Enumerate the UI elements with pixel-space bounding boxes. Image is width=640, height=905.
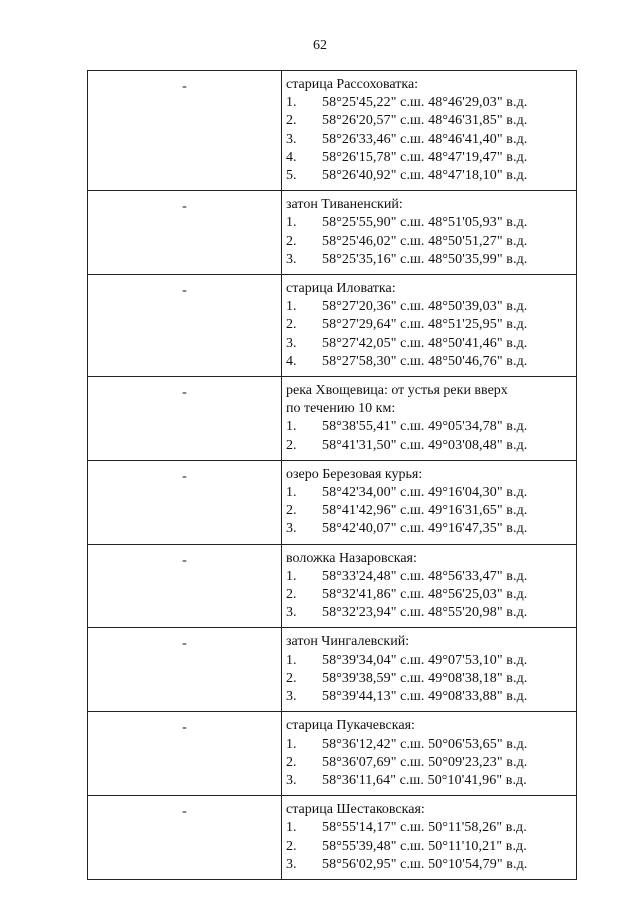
water-body-cell	[282, 191, 577, 274]
coordinate-point	[286, 736, 572, 754]
page-number: 62	[313, 38, 327, 53]
point-number: 1.	[286, 299, 297, 315]
point-coordinates: 58°32'41,86" с.ш. 48°56'25,03" в.д.	[322, 587, 528, 603]
coordinate-point	[286, 604, 572, 622]
coordinate-point	[286, 316, 572, 334]
point-number: 1.	[286, 215, 297, 231]
water-body-cell	[282, 796, 577, 879]
water-body-title: старица Шестаковская:	[286, 802, 425, 818]
coordinate-point	[286, 94, 572, 112]
point-number: 1.	[286, 820, 297, 836]
point-number: 3.	[286, 605, 297, 621]
point-coordinates: 58°25'46,02" с.ш. 48°50'51,27" в.д.	[322, 233, 528, 249]
table-row	[87, 545, 577, 629]
table-row	[87, 796, 577, 880]
point-number: 3.	[286, 856, 297, 872]
table-row	[87, 71, 577, 191]
water-body-title: старица Иловатка:	[286, 281, 396, 297]
coordinate-point	[286, 214, 572, 232]
row-marker: -	[182, 199, 187, 215]
marker-cell	[87, 545, 282, 628]
coordinate-point	[286, 418, 572, 436]
point-coordinates: 58°36'11,64" с.ш. 50°10'41,96" в.д.	[322, 772, 527, 788]
water-body-cell	[282, 461, 577, 544]
point-coordinates: 58°38'55,41" с.ш. 49°05'34,78" в.д.	[322, 419, 528, 435]
water-body-cell	[282, 712, 577, 795]
point-number: 2.	[286, 437, 297, 453]
coordinate-point	[286, 502, 572, 520]
coordinate-point	[286, 772, 572, 790]
coordinate-point	[286, 335, 572, 353]
water-body-title: старица Пукачевская:	[286, 718, 415, 734]
marker-cell	[87, 712, 282, 795]
point-coordinates: 58°26'15,78" с.ш. 48°47'19,47" в.д.	[322, 149, 528, 165]
point-coordinates: 58°39'38,59" с.ш. 49°08'38,18" в.д.	[322, 670, 528, 686]
water-body-title: река Хвощевица: от устья реки вверх	[286, 383, 508, 399]
coordinate-point	[286, 586, 572, 604]
water-body-cell	[282, 545, 577, 628]
point-coordinates: 58°39'34,04" с.ш. 49°07'53,10" в.д.	[322, 652, 528, 668]
coordinate-point	[286, 520, 572, 538]
coordinate-point	[286, 652, 572, 670]
coordinates-table	[87, 70, 577, 880]
point-number: 2.	[286, 670, 297, 686]
table-row	[87, 628, 577, 712]
water-body-cell	[282, 71, 577, 190]
table-row	[87, 461, 577, 545]
point-number: 3.	[286, 131, 297, 147]
row-marker: -	[182, 283, 187, 299]
water-body-title: воложка Назаровская:	[286, 550, 417, 566]
water-body-title: затон Чингалевский:	[286, 634, 410, 650]
coordinate-point	[286, 754, 572, 772]
coordinate-point	[286, 568, 572, 586]
point-coordinates: 58°26'33,46" с.ш. 48°46'41,40" в.д.	[322, 131, 528, 147]
table-row	[87, 275, 577, 377]
coordinate-point	[286, 298, 572, 316]
water-body-title: озеро Березовая курья:	[286, 466, 423, 482]
row-marker: -	[182, 468, 187, 484]
marker-cell	[87, 796, 282, 879]
point-number: 1.	[286, 485, 297, 501]
table-row	[87, 377, 577, 461]
point-number: 4.	[286, 149, 297, 165]
water-body-title: старица Рассоховатка:	[286, 77, 419, 92]
point-number: 2.	[286, 113, 297, 129]
point-number: 1.	[286, 419, 297, 435]
coordinate-point	[286, 233, 572, 251]
point-number: 3.	[286, 251, 297, 267]
coordinate-point	[286, 353, 572, 371]
point-coordinates: 58°39'44,13" с.ш. 49°08'33,88" в.д.	[322, 689, 528, 705]
point-number: 2.	[286, 587, 297, 603]
marker-cell	[87, 628, 282, 711]
point-coordinates: 58°41'42,96" с.ш. 49°16'31,65" в.д.	[322, 503, 528, 519]
table-row	[87, 191, 577, 275]
point-number: 1.	[286, 736, 297, 752]
water-body-cell	[282, 377, 577, 460]
row-marker: -	[182, 79, 187, 94]
point-number: 2.	[286, 838, 297, 854]
point-coordinates: 58°27'29,64" с.ш. 48°51'25,95" в.д.	[322, 317, 528, 333]
water-body-cell	[282, 628, 577, 711]
marker-cell	[87, 71, 282, 190]
coordinate-point	[286, 131, 572, 149]
point-coordinates: 58°55'14,17" с.ш. 50°11'58,26" в.д.	[322, 820, 527, 836]
water-body-title-continued: по течению 10 км:	[286, 401, 396, 417]
water-body-title: затон Тиваненский:	[286, 197, 403, 213]
coordinate-point	[286, 484, 572, 502]
point-number: 5.	[286, 168, 297, 184]
point-coordinates: 58°25'35,16" с.ш. 48°50'35,99" в.д.	[322, 251, 528, 267]
point-coordinates: 58°27'58,30" с.ш. 48°50'46,76" в.д.	[322, 353, 528, 369]
point-coordinates: 58°56'02,95" с.ш. 50°10'54,79" в.д.	[322, 856, 528, 872]
marker-cell	[87, 461, 282, 544]
point-number: 3.	[286, 772, 297, 788]
point-number: 1.	[286, 95, 297, 111]
point-number: 1.	[286, 652, 297, 668]
point-number: 3.	[286, 689, 297, 705]
point-number: 4.	[286, 353, 297, 369]
point-coordinates: 58°42'34,00" с.ш. 49°16'04,30" в.д.	[322, 485, 528, 501]
point-number: 3.	[286, 521, 297, 537]
point-coordinates: 58°26'40,92" с.ш. 48°47'18,10" в.д.	[322, 168, 528, 184]
point-coordinates: 58°25'45,22" с.ш. 48°46'29,03" в.д.	[322, 95, 528, 111]
point-coordinates: 58°36'12,42" с.ш. 50°06'53,65" в.д.	[322, 736, 528, 752]
point-number: 3.	[286, 335, 297, 351]
marker-cell	[87, 377, 282, 460]
coordinate-point	[286, 149, 572, 167]
point-number: 2.	[286, 317, 297, 333]
point-number: 2.	[286, 503, 297, 519]
point-coordinates: 58°27'20,36" с.ш. 48°50'39,03" в.д.	[322, 299, 528, 315]
point-coordinates: 58°27'42,05" с.ш. 48°50'41,46" в.д.	[322, 335, 528, 351]
coordinate-point	[286, 251, 572, 269]
coordinate-point	[286, 112, 572, 130]
row-marker: -	[182, 804, 187, 820]
point-coordinates: 58°36'07,69" с.ш. 50°09'23,23" в.д.	[322, 754, 528, 770]
row-marker: -	[182, 720, 187, 736]
point-coordinates: 58°55'39,48" с.ш. 50°11'10,21" в.д.	[322, 838, 527, 854]
coordinate-point	[286, 670, 572, 688]
coordinate-point	[286, 819, 572, 837]
point-number: 2.	[286, 233, 297, 249]
marker-cell	[87, 275, 282, 376]
row-marker: -	[182, 636, 187, 652]
coordinate-point	[286, 688, 572, 706]
point-coordinates: 58°41'31,50" с.ш. 49°03'08,48" в.д.	[322, 437, 528, 453]
point-coordinates: 58°26'20,57" с.ш. 48°46'31,85" в.д.	[322, 113, 528, 129]
coordinate-point	[286, 838, 572, 856]
point-number: 2.	[286, 754, 297, 770]
point-coordinates: 58°32'23,94" с.ш. 48°55'20,98" в.д.	[322, 605, 528, 621]
point-coordinates: 58°25'55,90" с.ш. 48°51'05,93" в.д.	[322, 215, 528, 231]
water-body-cell	[282, 275, 577, 376]
row-marker: -	[182, 552, 187, 568]
coordinate-point	[286, 437, 572, 455]
coordinate-point	[286, 167, 572, 185]
coordinate-point	[286, 856, 572, 874]
point-number: 1.	[286, 568, 297, 584]
point-coordinates: 58°42'40,07" с.ш. 49°16'47,35" в.д.	[322, 521, 528, 537]
marker-cell	[87, 191, 282, 274]
row-marker: -	[182, 385, 187, 401]
table-row	[87, 712, 577, 796]
point-coordinates: 58°33'24,48" с.ш. 48°56'33,47" в.д.	[322, 568, 528, 584]
